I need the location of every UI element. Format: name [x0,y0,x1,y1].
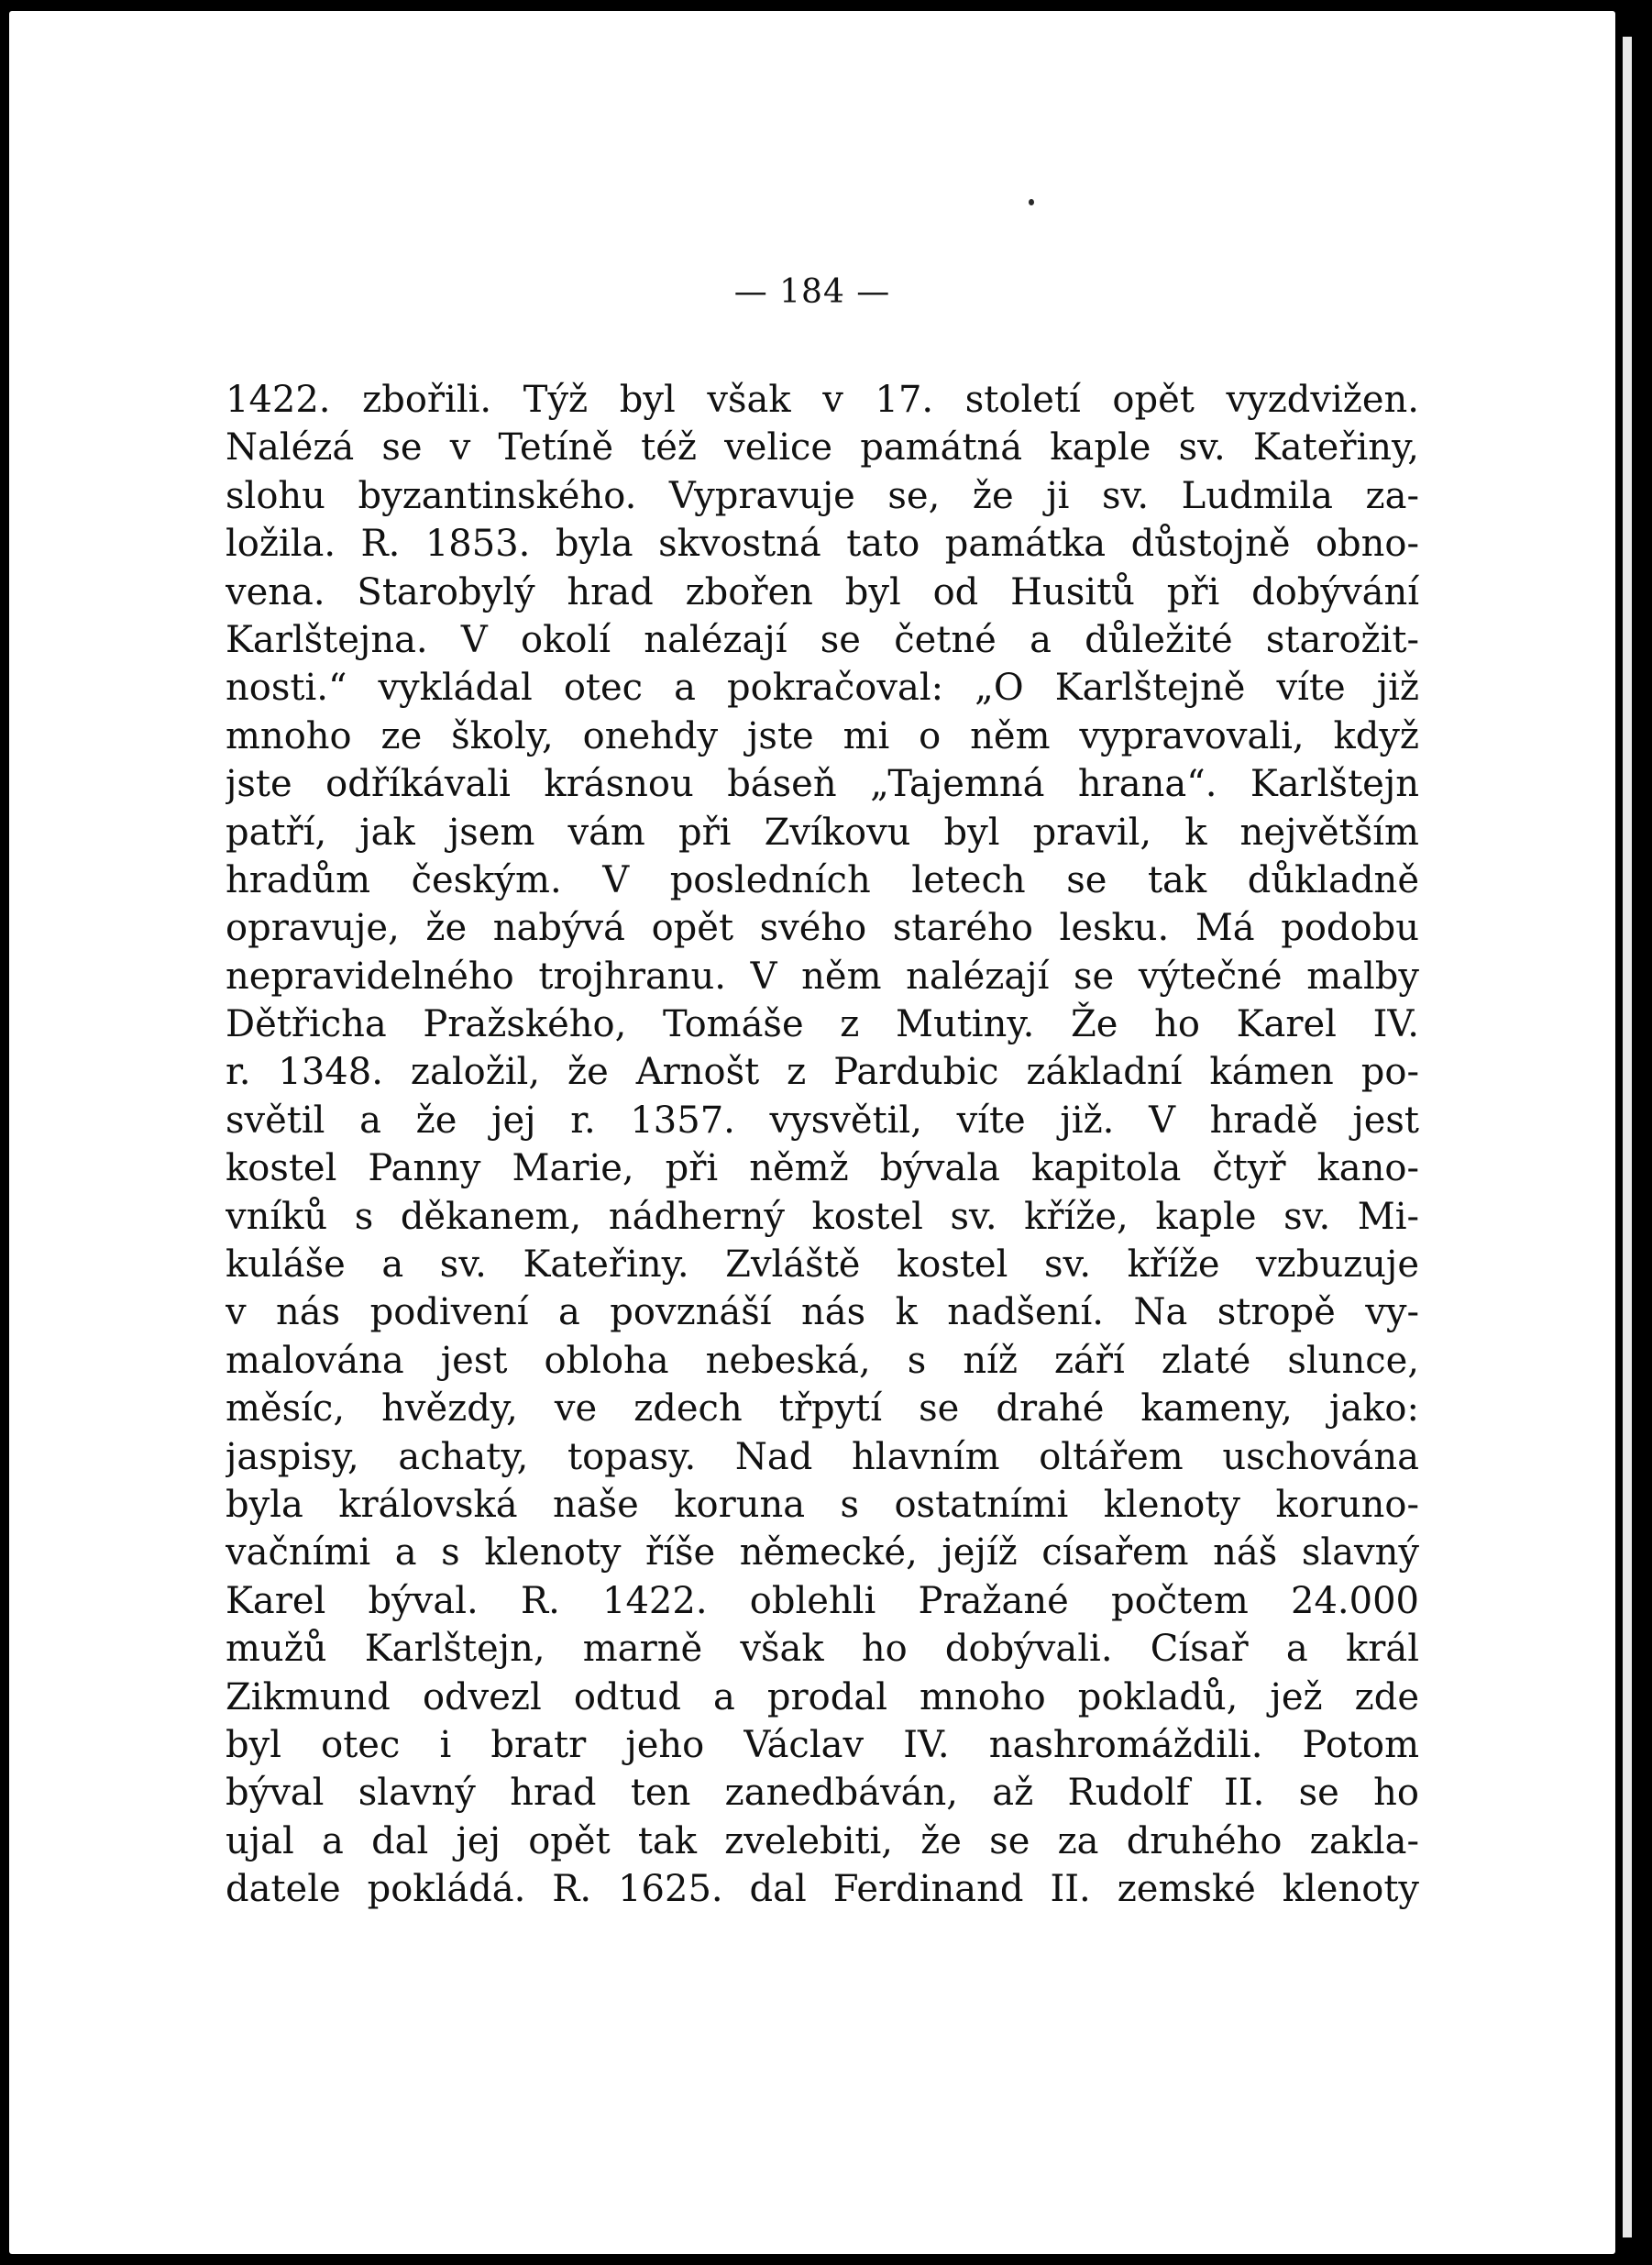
text-line: vačními a s klenoty říše německé, jejíž císařem náš slavný [226,1531,1419,1574]
scan-border-right [1615,0,1652,2265]
text-line: r. 1348. založil, že Arnošt z Pardubic základní kámen po- [226,1051,1419,1094]
text-line: jste odříkávali krásnou báseň „Tajemná hrana“. Karlštejn [226,763,1419,806]
text-line: nosti.“ vykládal otec a pokračoval: „O Karlštejně víte již [226,667,1419,710]
text-line: býval slavný hrad ten zanedbáván, až Rudolf II. se ho [226,1772,1419,1815]
text-line: světil a že jej r. 1357. vysvětil, víte již. V hradě jest [226,1099,1419,1142]
text-line: měsíc, hvězdy, ve zdech třpytí se drahé kameny, jako: [226,1387,1419,1431]
text-line: datele pokládá. R. 1625. dal Ferdinand II. zemské klenoty [226,1868,1419,1911]
text-line: Karlštejna. V okolí nalézají se četné a důležité starožit- [226,618,1419,661]
book-page [9,11,1615,2254]
text-line: jaspisy, achaty, topasy. Nad hlavním oltářem uschována [226,1435,1419,1478]
text-line: Karel býval. R. 1422. oblehli Pražané počtem 24.000 [226,1579,1419,1622]
text-line: ložila. R. 1853. byla skvostná tato památka důstojně obno- [226,523,1419,566]
text-line: Dětřicha Pražského, Tomáše z Mutiny. Že ho Karel IV. [226,1003,1419,1046]
text-line: ujal a dal jej opět tak zvelebiti, že se za druhého zakla- [226,1819,1419,1862]
paper-speck [1029,199,1034,205]
text-line: byla královská naše koruna s ostatními klenoty koruno- [226,1483,1419,1526]
text-line: vníků s děkanem, nádherný kostel sv. kříže, kaple sv. Mi- [226,1195,1419,1238]
text-line: patří, jak jsem vám při Zvíkovu byl pravil, k největším [226,811,1419,854]
text-line: vena. Starobylý hrad zbořen byl od Husitů při dobývání [226,570,1419,613]
text-line: malována jest obloha nebeská, s níž září zlaté slunce, [226,1339,1419,1382]
text-line: kuláše a sv. Kateřiny. Zvláště kostel sv. kříže vzbuzuje [226,1243,1419,1287]
text-line: kostel Panny Marie, při němž bývala kapitola čtyř kano- [226,1147,1419,1190]
text-line: hradům českým. V posledních letech se tak důkladně [226,858,1419,901]
text-line: 1422. zbořili. Týž byl však v 17. století opět vyzdvižen. [226,379,1419,421]
text-line: v nás podivení a povznáší nás k nadšení. Na stropě vy- [226,1291,1419,1334]
page-edge-strip [1623,37,1632,2237]
text-line: byl otec i bratr jeho Václav IV. nashromáždili. Potom [226,1723,1419,1766]
text-line: opravuje, že nabývá opět svého starého lesku. Má podobu [226,907,1419,950]
text-line: slohu byzantinského. Vypravuje se, že ji sv. Ludmila za- [226,474,1419,517]
body-text [226,376,1419,1914]
text-line: Nalézá se v Tetíně též velice památná kaple sv. Kateřiny, [226,426,1419,470]
text-line: mužů Karlštejn, marně však ho dobývali. Císař a král [226,1628,1419,1671]
page-number: — 184 — [733,273,891,311]
text-line: mnoho ze školy, onehdy jste mi o něm vypravovali, když [226,714,1419,757]
text-line: nepravidelného trojhranu. V něm nalézají se výtečné malby [226,955,1419,998]
text-line: Zikmund odvezl odtud a prodal mnoho pokladů, jež zde [226,1675,1419,1718]
